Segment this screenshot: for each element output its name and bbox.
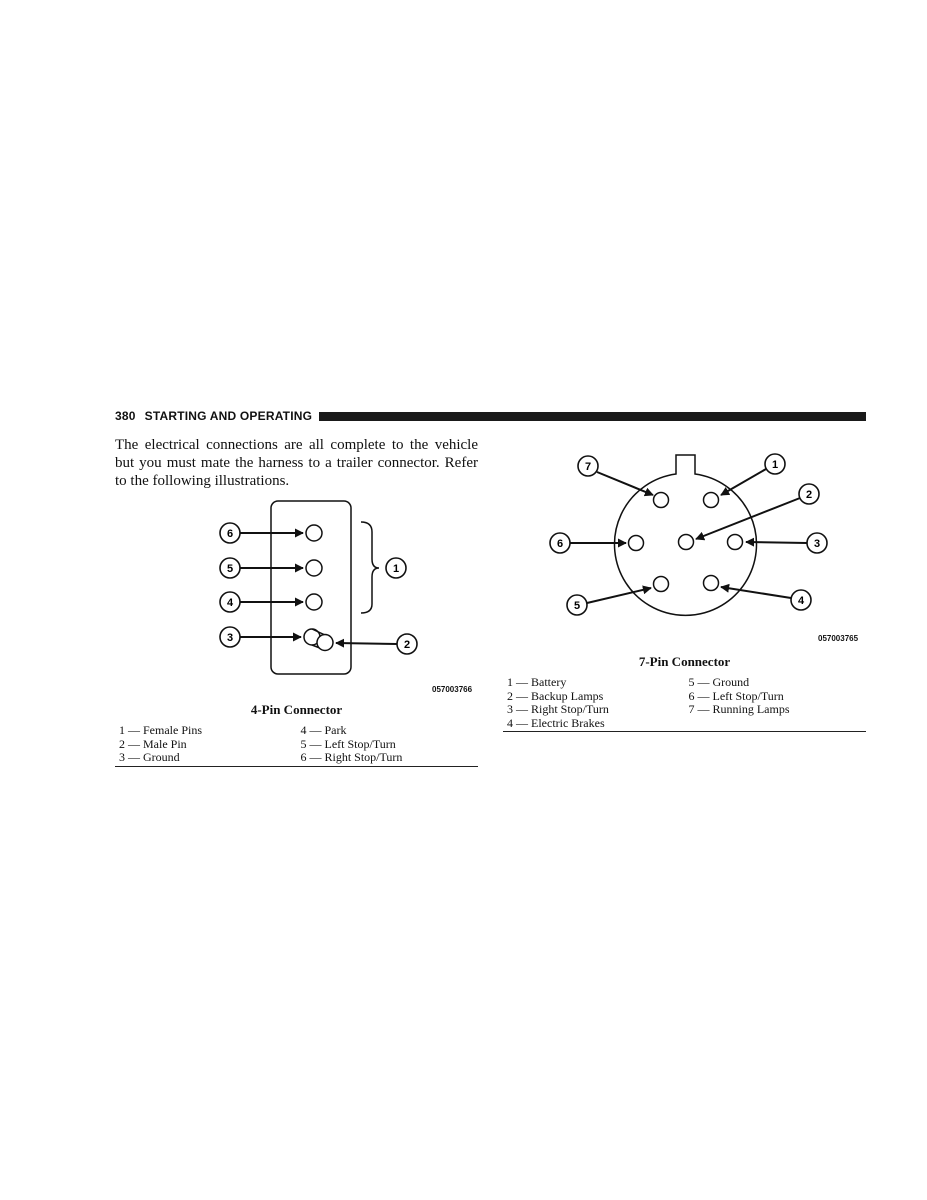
legend-item: 4 — Electric Brakes: [507, 715, 605, 730]
svg-text:6: 6: [556, 538, 564, 550]
callout-5: [567, 588, 651, 615]
svg-text:3: 3: [226, 632, 234, 644]
pin-5: [654, 577, 669, 592]
legend-item: 6 — Left Stop/Turn: [688, 688, 784, 703]
svg-text:4: 4: [226, 597, 234, 609]
male-pin-front: [317, 635, 333, 651]
svg-text:1: 1: [771, 459, 779, 471]
legend-item: 4 — Park: [300, 723, 347, 737]
pin-5: [306, 560, 322, 576]
pin-6: [306, 525, 322, 541]
svg-text:2: 2: [805, 489, 813, 501]
callout-2: [336, 634, 417, 654]
svg-text:5: 5: [226, 563, 234, 575]
page-number: 380: [115, 409, 136, 423]
legend-item: 1 — Female Pins: [119, 723, 202, 737]
pin-4: [704, 576, 719, 591]
callout-4: [220, 592, 303, 612]
callout-3: [746, 533, 827, 553]
pin-6: [629, 536, 644, 551]
legend-item: 2 — Backup Lamps: [507, 688, 604, 703]
legend-item: 3 — Right Stop/Turn: [507, 702, 609, 716]
callout-1: [386, 558, 406, 578]
svg-text:5: 5: [573, 600, 581, 612]
legend-item: 3 — Ground: [119, 750, 180, 764]
pin-4: [306, 594, 322, 610]
seven-pin-caption: 7-Pin Connector: [638, 654, 731, 669]
four-pin-figure-id: 057003766: [432, 685, 473, 694]
svg-text:4: 4: [797, 595, 805, 607]
page-header: [115, 409, 866, 423]
legend-item: 2 — Male Pin: [119, 736, 187, 751]
callout-5: [220, 558, 303, 578]
callout-2: [696, 484, 819, 539]
pin-7: [654, 493, 669, 508]
svg-text:1: 1: [392, 563, 400, 575]
four-pin-diagram: [210, 495, 420, 680]
svg-text:6: 6: [226, 528, 234, 540]
svg-text:3: 3: [813, 538, 821, 550]
callout-3: [220, 627, 301, 647]
intro-paragraph: The electrical connections are all complete to the vehicle but you must mate the harness to a trailer connector. Refer to the following illustrations.: [115, 437, 478, 489]
seven-pin-diagram: [540, 448, 840, 628]
pin-2: [679, 535, 694, 550]
legend-item: 1 — Battery: [507, 675, 567, 689]
pin-1: [704, 493, 719, 508]
four-pin-legend: [115, 724, 478, 767]
four-pin-caption: 4-Pin Connector: [250, 702, 343, 717]
callout-4: [721, 587, 811, 610]
legend-item: 7 — Running Lamps: [688, 702, 790, 716]
pin-bracket: [361, 522, 379, 613]
section-title: STARTING AND OPERATING: [144, 409, 313, 423]
seven-pin-legend: [503, 676, 866, 732]
svg-text:7: 7: [584, 461, 592, 473]
legend-item: 5 — Left Stop/Turn: [300, 736, 396, 751]
callout-6: [220, 523, 303, 543]
header-rule: [319, 412, 866, 421]
pin-3: [728, 535, 743, 550]
seven-pin-figure-id: 057003765: [818, 634, 859, 643]
legend-item: 5 — Ground: [688, 675, 750, 689]
legend-item: 6 — Right Stop/Turn: [300, 750, 403, 764]
svg-text:2: 2: [403, 639, 411, 651]
callout-1: [721, 454, 785, 495]
